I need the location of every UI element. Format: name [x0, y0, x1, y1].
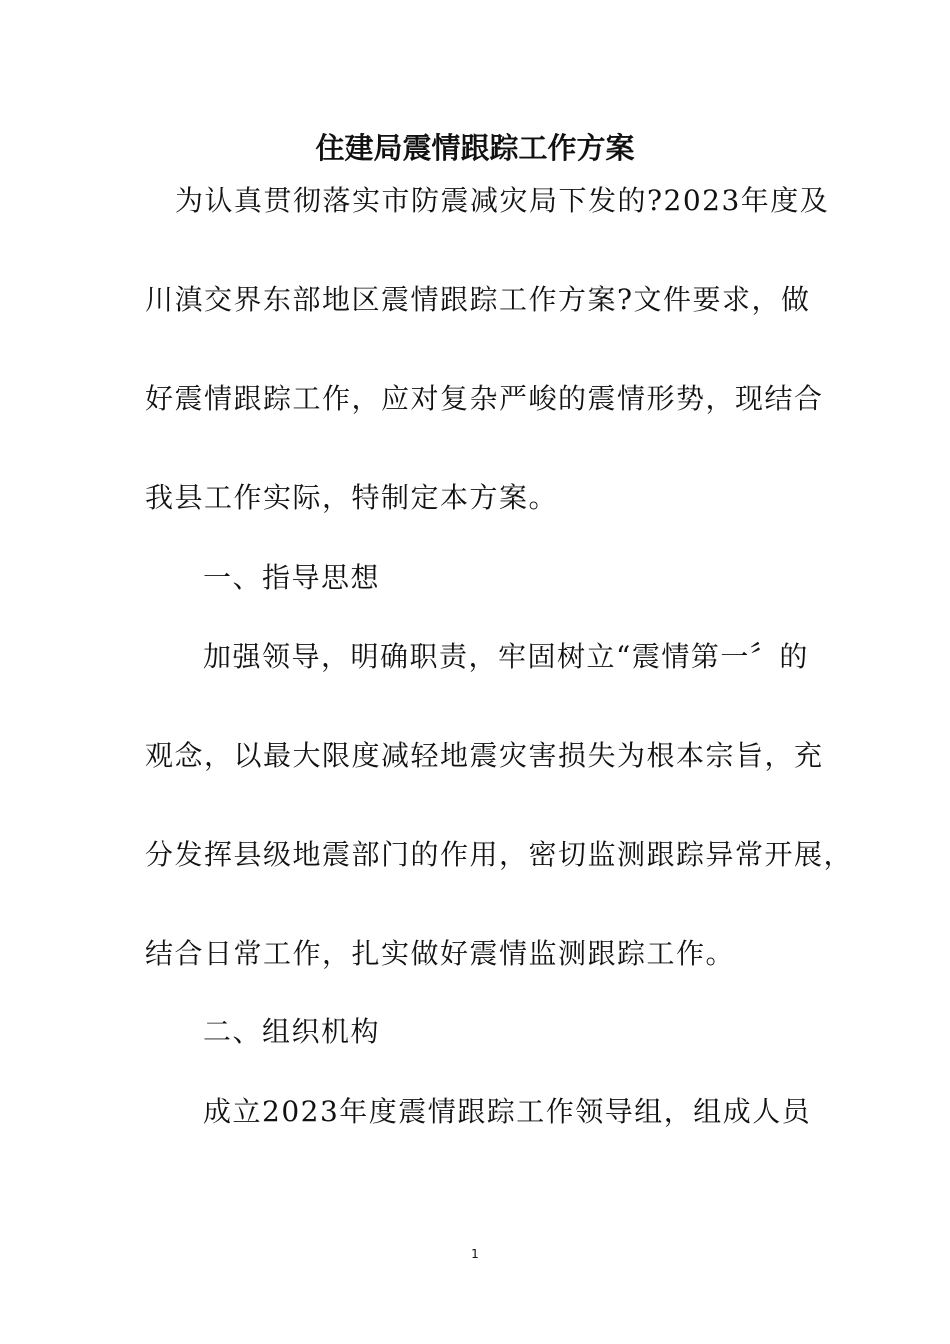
intro-line-4: 我县工作实际，特制定本方案。	[145, 481, 559, 514]
intro-line-1: 为认真贯彻落实市防震减灾局下发的?2023年度及	[175, 184, 830, 217]
section-1-line-3: 分发挥县级地震部门的作用，密切监测跟踪异常开展，	[145, 838, 854, 871]
section-1-heading: 一、指导思想	[203, 561, 381, 594]
section-1-line-1: 加强领导，明确职责，牢固树立“震情第一〞的	[203, 640, 809, 673]
page-number: 1	[471, 1247, 479, 1261]
section-2-heading: 二、组织机构	[203, 1015, 381, 1048]
section-2-line-1: 成立2023年度震情跟踪工作领导组，组成人员	[203, 1095, 812, 1128]
section-1-line-4: 结合日常工作，扎实做好震情监测跟踪工作。	[145, 937, 736, 970]
section-1-line-2: 观念，以最大限度减轻地震灾害损失为根本宗旨，充	[145, 739, 824, 772]
intro-line-3: 好震情跟踪工作，应对复杂严峻的震情形势，现结合	[145, 382, 824, 415]
page-title: 住建局震情跟踪工作方案	[315, 131, 635, 165]
intro-line-2: 川滇交界东部地区震情跟踪工作方案?文件要求，做	[145, 283, 811, 316]
